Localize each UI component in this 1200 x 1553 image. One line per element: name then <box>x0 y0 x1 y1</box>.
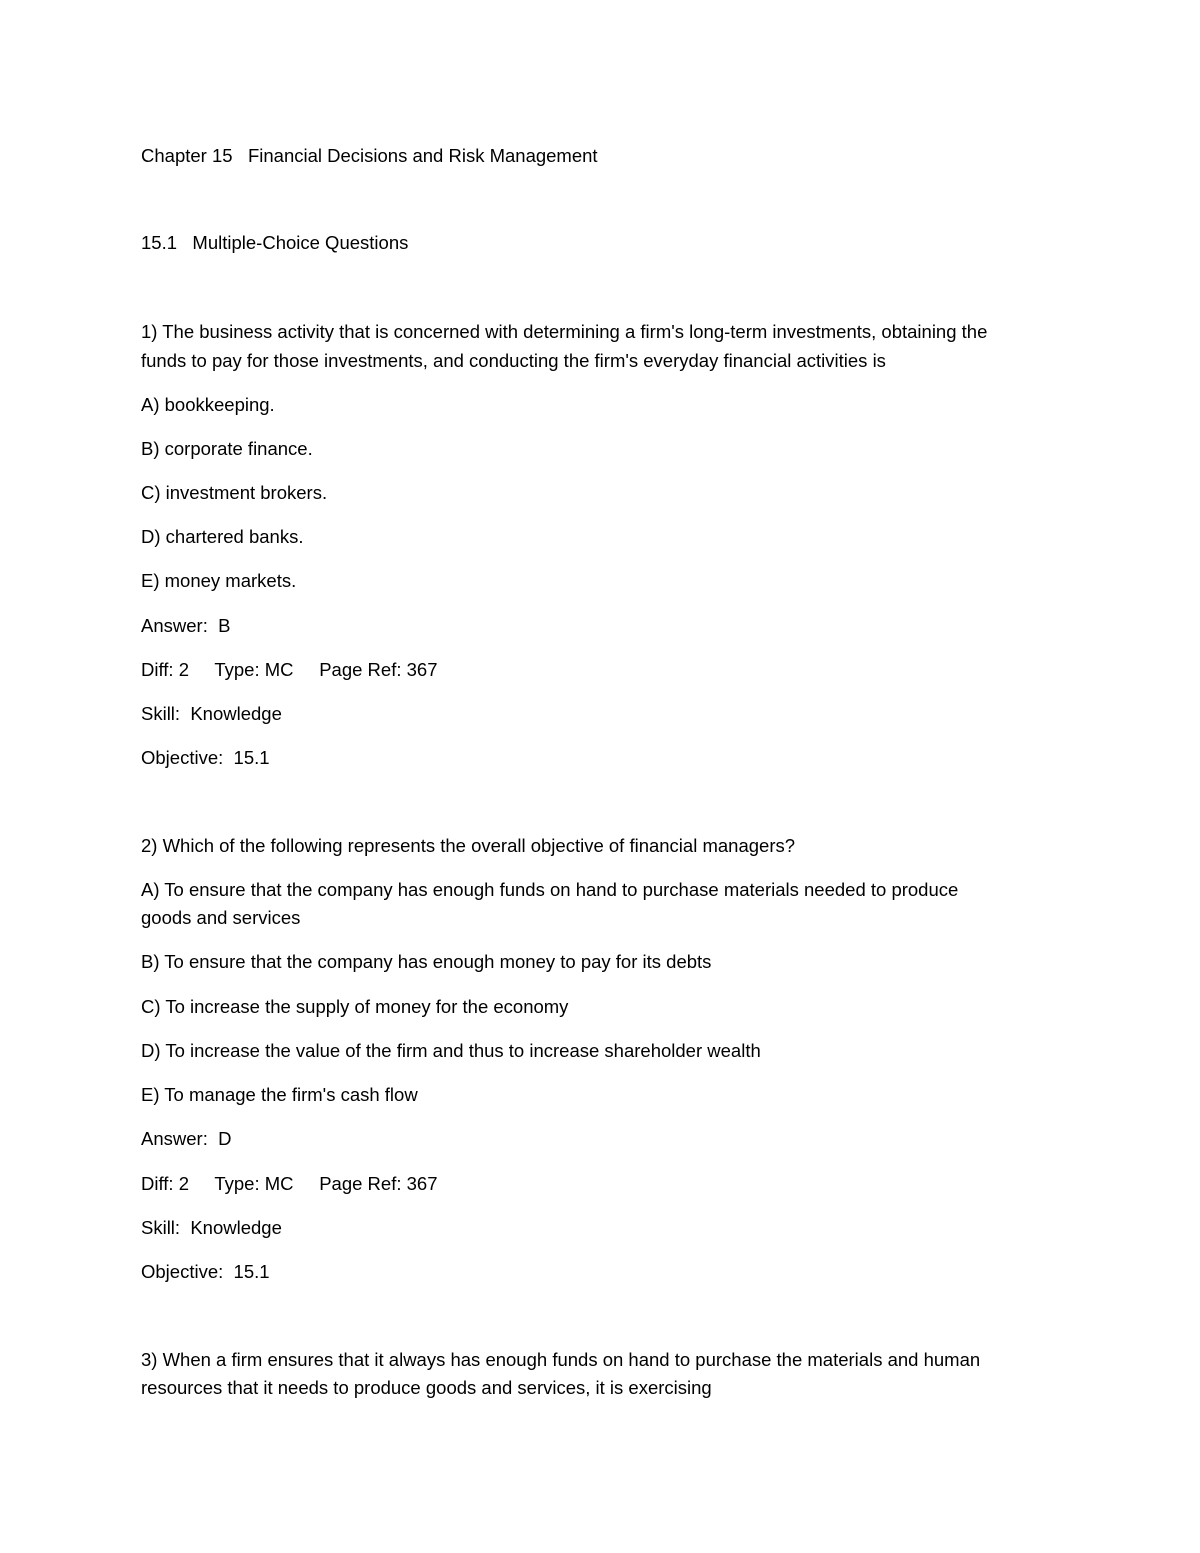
chapter-title: Chapter 15 Financial Decisions and Risk Management <box>141 145 598 166</box>
question-1-prompt-line-2: funds to pay for those investments, and conducting the firm's everyday financial activities is <box>141 350 886 371</box>
question-2-option-c: C) To increase the supply of money for the economy <box>141 996 569 1017</box>
question-3-prompt-line-2: resources that it needs to produce goods and services, it is exercising <box>141 1377 712 1398</box>
question-2-option-a-line-1: A) To ensure that the company has enough funds on hand to purchase materials needed to produce <box>141 879 959 900</box>
question-2-option-d: D) To increase the value of the firm and thus to increase shareholder wealth <box>141 1040 761 1061</box>
question-1-objective: Objective: 15.1 <box>141 747 270 768</box>
question-2-objective: Objective: 15.1 <box>141 1261 270 1282</box>
question-1-diff-type-page: Diff: 2 Type: MC Page Ref: 367 <box>141 659 438 680</box>
section-title: 15.1 Multiple-Choice Questions <box>141 232 409 253</box>
question-1-option-c: C) investment brokers. <box>141 482 328 503</box>
question-3-prompt-line-1: 3) When a firm ensures that it always has enough funds on hand to purchase the materials and human <box>141 1349 981 1370</box>
question-2-option-a-line-2: goods and services <box>141 907 301 928</box>
question-2-option-b: B) To ensure that the company has enough money to pay for its debts <box>141 951 712 972</box>
question-1-skill: Skill: Knowledge <box>141 703 282 724</box>
question-1-option-d: D) chartered banks. <box>141 526 304 547</box>
question-2-diff-type-page: Diff: 2 Type: MC Page Ref: 367 <box>141 1173 438 1194</box>
question-1-prompt-line-1: 1) The business activity that is concerned with determining a firm's long-term investments, obtaining the <box>141 321 988 342</box>
question-2-option-e: E) To manage the firm's cash flow <box>141 1084 418 1105</box>
question-1-option-a: A) bookkeeping. <box>141 394 275 415</box>
question-1-option-b: B) corporate finance. <box>141 438 313 459</box>
question-1-option-e: E) money markets. <box>141 570 297 591</box>
question-2-answer: Answer: D <box>141 1128 232 1149</box>
question-2-prompt-line-1: 2) Which of the following represents the overall objective of financial managers? <box>141 835 796 856</box>
question-2-skill: Skill: Knowledge <box>141 1217 282 1238</box>
question-1-answer: Answer: B <box>141 615 231 636</box>
